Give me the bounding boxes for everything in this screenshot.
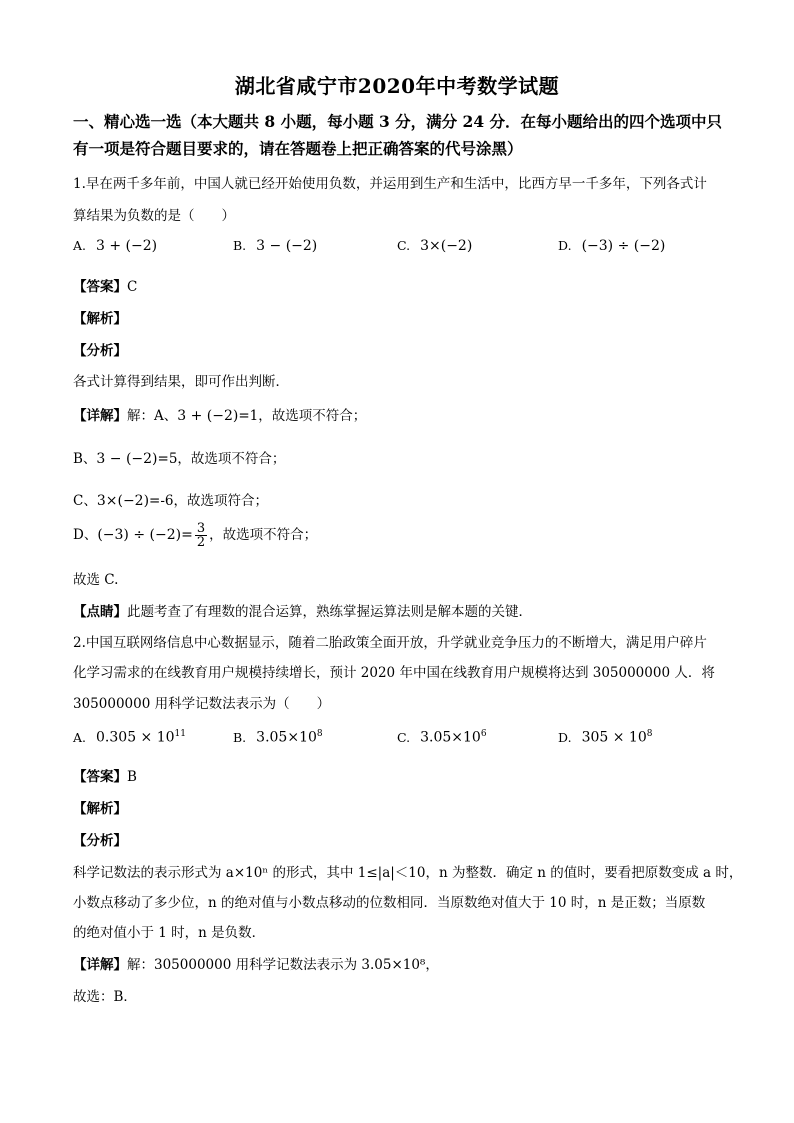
q1-option-c [397,238,472,254]
q1-option-a [73,238,157,254]
q2-stem-line-3: 305000000 用科学记数法表示为（ ） [73,696,331,712]
q2-option-d [558,729,652,746]
q1-conclusion: 故选 C. [73,572,119,588]
q1-detail-b-rest: =5，故选项不符合； [157,451,286,467]
section-heading-line-1: 一、精心选一选（本大题共 8 小题，每小题 3 分，满分 24 分．在每小题给出的四个选项中只 [73,112,723,131]
q1-analysis-tag [73,307,127,327]
q2-option-b-exp: 8 [316,729,323,739]
q1-fenxi-label: 【分析】 [73,343,127,359]
page-title: 湖北省咸宁市2020年中考数学试题 [234,74,560,98]
q1-detail-d-prefix: D、 [73,527,98,543]
q2-analysis-label: 【解析】 [73,801,127,817]
q1-detail-a-expr: 3 + (−2) [177,408,239,424]
q2-fenxi-line-3: 的绝对值小于 1 时，n 是负数． [73,925,266,941]
q1-option-d [558,238,665,254]
section-heading [73,108,733,162]
q1-option-a-expr: 3 + (−2) [96,238,158,254]
q1-detail-d-rest: ，故选项不符合； [209,527,318,543]
q2-detail-text: 解：305000000 用科学记数法表示为 3.05×10⁸， [127,957,439,973]
q1-option-c-label: C. [397,238,411,253]
q2-option-b-base: 3.05×10 [256,729,317,746]
q1-detail-b-prefix: B、 [73,451,97,467]
q2-conclusion: 故选：B． [73,989,137,1005]
q2-option-d-exp: 8 [646,729,653,739]
q1-answer-value: C [127,279,138,295]
q2-option-c [397,729,487,746]
q1-option-d-label: D. [558,238,572,253]
q1-detail-b [73,447,285,467]
section-heading-line-2: 有一项是符合题目要求的，请在答题卷上把正确答案的代号涂黑） [73,139,523,158]
q2-fenxi-line-2: 小数点移动了多少位，n 的绝对值与小数点移动的位数相同．当原数绝对值大于 10 时，n 是正数；当原数 [73,895,706,911]
q2-answer-value: B [127,769,137,785]
q1-option-b [233,238,317,254]
q1-option-c-expr: 3×(−2) [420,238,473,254]
q1-fenxi-text: 各式计算得到结果，即可作出判断． [73,374,289,390]
q1-detail-b-expr: 3 − (−2) [96,451,158,467]
q2-option-d-label: D. [558,729,572,745]
q2-fenxi-label: 【分析】 [73,833,127,849]
q1-detail-a-prefix: 解：A、 [127,408,178,424]
fraction-denominator: 2 [196,535,206,550]
q2-stem-line-2: 化学习需求的在线教育用户规模持续增长，预计 2020 年中国在线教育用户规模将达到 305000000 人．将 [73,665,715,681]
q1-answer [73,275,137,295]
q1-option-b-label: B. [233,238,247,253]
q1-detail-c-prefix: C、 [73,493,97,509]
q2-answer-tag: 【答案】 [73,769,127,785]
q1-detail-c-rest: =-6，故选项符合； [149,493,269,509]
q1-detail-d [73,522,317,549]
q2-option-a-base: 0.305 × 10 [96,729,175,746]
q2-option-b [233,729,323,746]
fraction-numerator: 3 [196,521,206,536]
q2-detail-tag: 【详解】 [73,957,127,973]
q1-stem-line-1: 1.早在两千多年前，中国人就已经开始使用负数，并运用到生产和生活中，比西方早一千多年，下列各式计 [73,176,707,192]
q2-option-a [73,729,186,746]
q1-detail-c-expr: 3×(−2) [96,493,150,509]
q1-detail-c [73,489,268,509]
q1-answer-tag: 【答案】 [73,279,127,295]
q1-detail-d-fraction [195,522,207,549]
q1-analysis-label: 【解析】 [73,311,127,327]
q2-option-c-base: 3.05×10 [420,729,481,746]
q1-option-a-label: A. [73,238,87,253]
q1-comment-tag: 【点睛】 [73,604,127,620]
q1-option-b-expr: 3 − (−2) [256,238,318,254]
q2-fenxi-tag [73,829,127,849]
q2-option-c-exp: 6 [480,729,487,739]
q1-option-d-expr: (−3) ÷ (−2) [581,238,666,254]
q2-option-b-label: B. [233,729,247,745]
q1-comment [73,600,532,620]
q2-option-a-label: A. [73,729,87,745]
q2-fenxi-line-1: 科学记数法的表示形式为 a×10ⁿ 的形式，其中 1≤|a|＜10，n 为整数．确定 n 的值时，要看把原数变成 a 时， [73,865,743,881]
q1-detail-a-rest: =1，故选项不符合； [238,408,367,424]
q2-option-d-base: 305 × 10 [581,729,647,746]
q1-detail-a [73,404,366,424]
q2-answer [73,765,137,785]
q2-detail [73,953,439,973]
q1-fenxi-tag [73,339,127,359]
q1-stem-line-2: 算结果为负数的是（ ） [73,208,235,224]
q1-comment-text: 此题考查了有理数的混合运算，熟练掌握运算法则是解本题的关键． [127,604,532,620]
q2-option-a-exp: 11 [174,729,186,739]
q1-detail-tag: 【详解】 [73,408,127,424]
q1-detail-d-expr: (−3) ÷ (−2)= [97,527,193,543]
q2-analysis-tag [73,797,127,817]
q2-stem-line-1: 2.中国互联网络信息中心数据显示，随着二胎政策全面开放，升学就业竞争压力的不断增大，满足用户碎片 [73,635,707,651]
q2-option-c-label: C. [397,729,411,745]
